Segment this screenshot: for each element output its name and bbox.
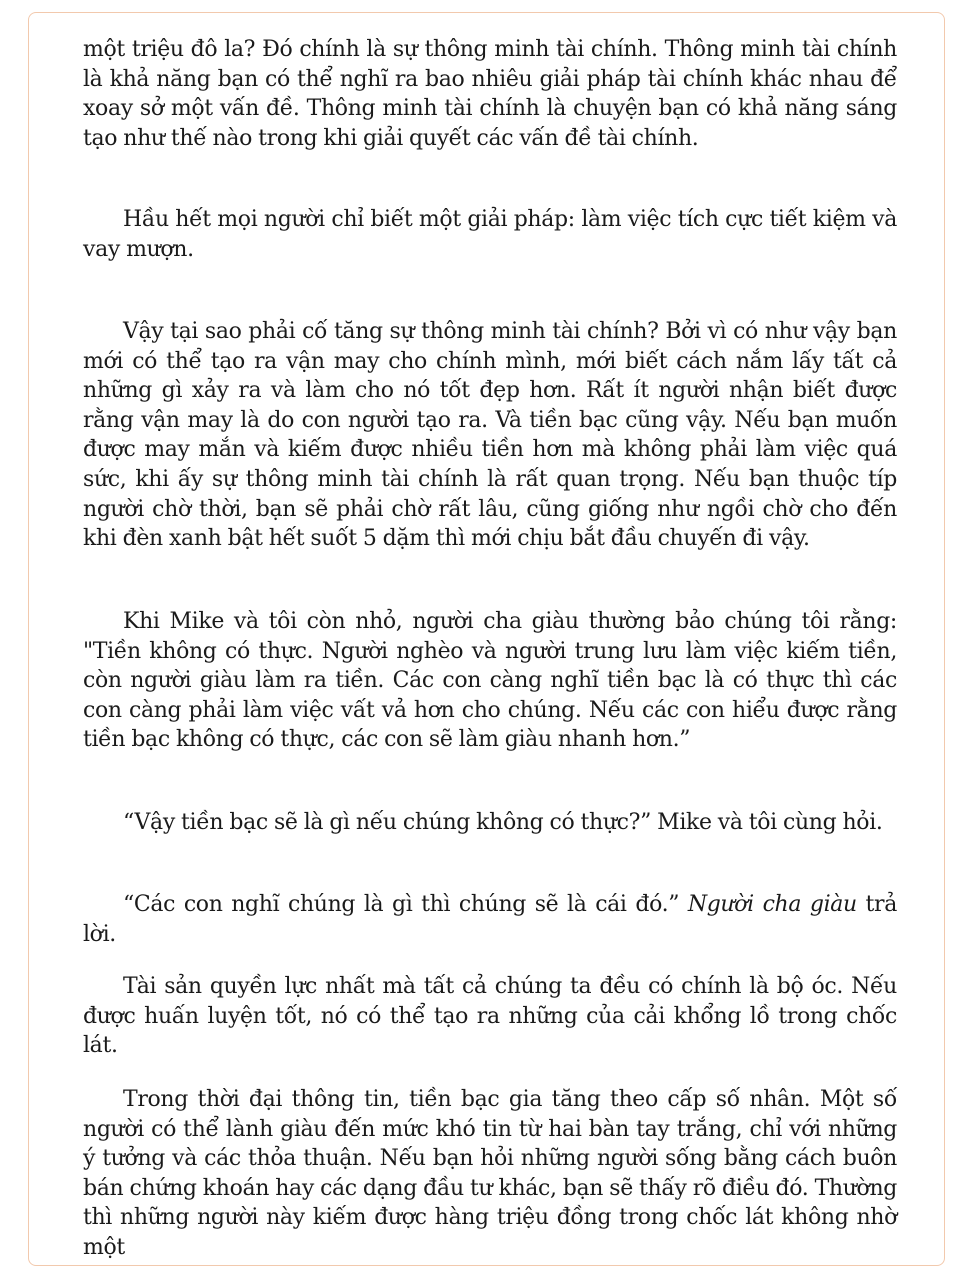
paragraph-6-italic: Người cha giàu — [687, 892, 857, 917]
paragraph-7: Tài sản quyền lực nhất mà tất cả chúng ta đều có chính là bộ óc. Nếu được huấn luyện tốt, nó có thể tạo ra những của cải khổng lồ trong chốc lát. — [83, 974, 897, 1059]
paragraph-6-quote: “Các con nghĩ chúng là gì thì chúng sẽ là cái đó.” — [123, 892, 688, 917]
paragraph-3: Vậy tại sao phải cố tăng sự thông minh tài chính? Bởi vì có như vậy bạn mới có thể tạo ra vận may cho chính mình, mới biết cách nắm lấy tất cả những gì xảy ra và làm cho nó tốt đẹp hơn. Rất ít người nhận biết được rằng vận may là do con người tạo ra. Và tiền bạc cũng vậy. Nếu bạn muốn được may mắn và kiếm được nhiều tiền hơn mà không phải làm việc quá sức, khi ấy sự thông minh tài chính là rất quan trọng. Nếu bạn thuộc típ người chờ thời, bạn sẽ phải chờ rất lâu, cũng giống như ngồi chờ cho đến khi đèn xanh bật hết suốt 5 dặm thì mới chịu bắt đầu chuyến đi vậy. — [83, 319, 897, 552]
paragraph-6 — [83, 890, 897, 949]
paragraph-1: một triệu đô la? Đó chính là sự thông minh tài chính. Thông minh tài chính là khả năng bạn có thể nghĩ ra bao nhiêu giải pháp tài chính khác nhau để xoay sở một vấn đề. Thông minh tài chính là chuyện bạn có khả năng sáng tạo như thế nào trong khi giải quyết các vấn đề tài chính. — [83, 37, 897, 151]
paragraph-2: Hầu hết mọi người chỉ biết một giải pháp: làm việc tích cực tiết kiệm và vay mượn. — [83, 207, 897, 262]
paragraph-4: Khi Mike và tôi còn nhỏ, người cha giàu thường bảo chúng tôi rằng: "Tiền không có thực. Người nghèo và người trung lưu làm việc kiếm tiền, còn người giàu làm ra tiền. Các con càng nghĩ tiền bạc là có thực thì các con càng phải làm việc vất vả hơn cho chúng. Nếu các con hiểu được rằng tiền bạc không có thực, các con sẽ làm giàu nhanh hơn.” — [83, 609, 897, 753]
paragraph-8: Trong thời đại thông tin, tiền bạc gia tăng theo cấp số nhân. Một số người có thể lành giàu đến mức khó tin từ hai bàn tay trắng, chỉ với những ý tưởng và các thỏa thuận. Nếu bạn hỏi những người sống bằng cách buôn bán chứng khoán hay các dạng đầu tư khác, bạn sẽ thấy rõ điều đó. Thường thì những người này kiếm được hàng triệu đồng trong chốc lát không nhờ một — [83, 1087, 897, 1260]
paragraph-5: “Vậy tiền bạc sẽ là gì nếu chúng không có thực?” Mike và tôi cùng hỏi. — [123, 810, 883, 835]
paragraph-6-end: trả lời. — [83, 892, 897, 947]
